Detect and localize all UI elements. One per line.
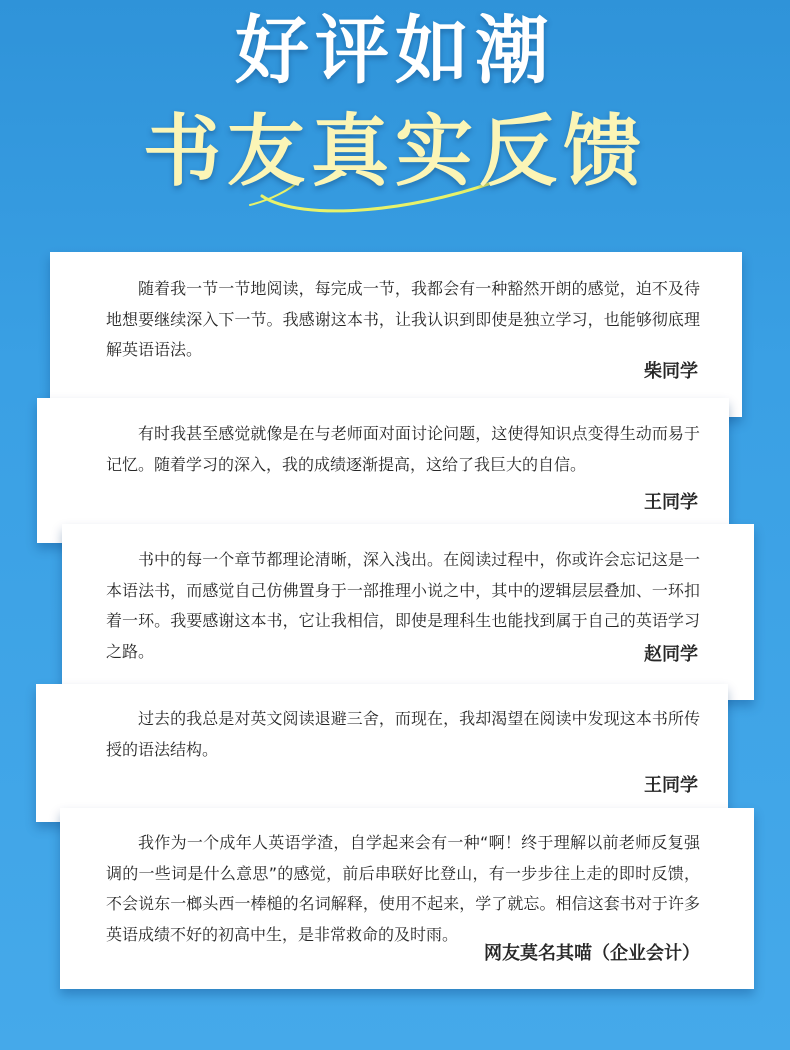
- review-text: 我作为一个成年人英语学渣，自学起来会有一种“啊！终于理解以前老师反复强调的一些词是什么意思”的感觉，前后串联好比登山，有一步步往上走的即时反馈，不会说东一榔头西一棒槌的名词解释，使用不起来，学了就忘。相信这套书对于许多英语成绩不好的初高中生，是非常救命的及时雨。: [106, 833, 700, 944]
- review-text: 书中的每一个章节都理论清晰，深入浅出。在阅读过程中，你或许会忘记这是一本语法书，而感觉自己仿佛置身于一部推理小说之中，其中的逻辑层层叠加、一环扣着一环。我要感谢这本书，它让我相信，即使是理科生也能找到属于自己的英语学习之路。: [106, 550, 700, 661]
- review-author: 赵同学: [644, 644, 698, 665]
- review-card: [60, 808, 754, 989]
- page-title: 好评如潮: [235, 8, 555, 94]
- review-text: 随着我一节一节地阅读，每完成一节，我都会有一种豁然开朗的感觉，迫不及待地想要继续深入下一节。我感谢这本书，让我认识到即使是独立学习，也能够彻底理解英语语法。: [106, 279, 700, 359]
- review-text: 过去的我总是对英文阅读退避三舍，而现在，我却渴望在阅读中发现这本书所传授的语法结构。: [106, 709, 700, 759]
- review-author: 王同学: [644, 492, 698, 513]
- review-author: 王同学: [644, 775, 698, 796]
- review-card: [37, 398, 729, 543]
- review-card: [62, 524, 754, 700]
- review-author: 柴同学: [644, 361, 698, 382]
- review-text: 有时我甚至感觉就像是在与老师面对面讨论问题，这使得知识点变得生动而易于记忆。随着学习的深入，我的成绩逐渐提高，这给了我巨大的自信。: [106, 424, 700, 474]
- review-card: [50, 252, 742, 417]
- review-author: 网友莫名其喵（企业会计）: [484, 943, 700, 964]
- review-card: [36, 684, 728, 822]
- page-subtitle: 书友真实反馈: [142, 107, 647, 197]
